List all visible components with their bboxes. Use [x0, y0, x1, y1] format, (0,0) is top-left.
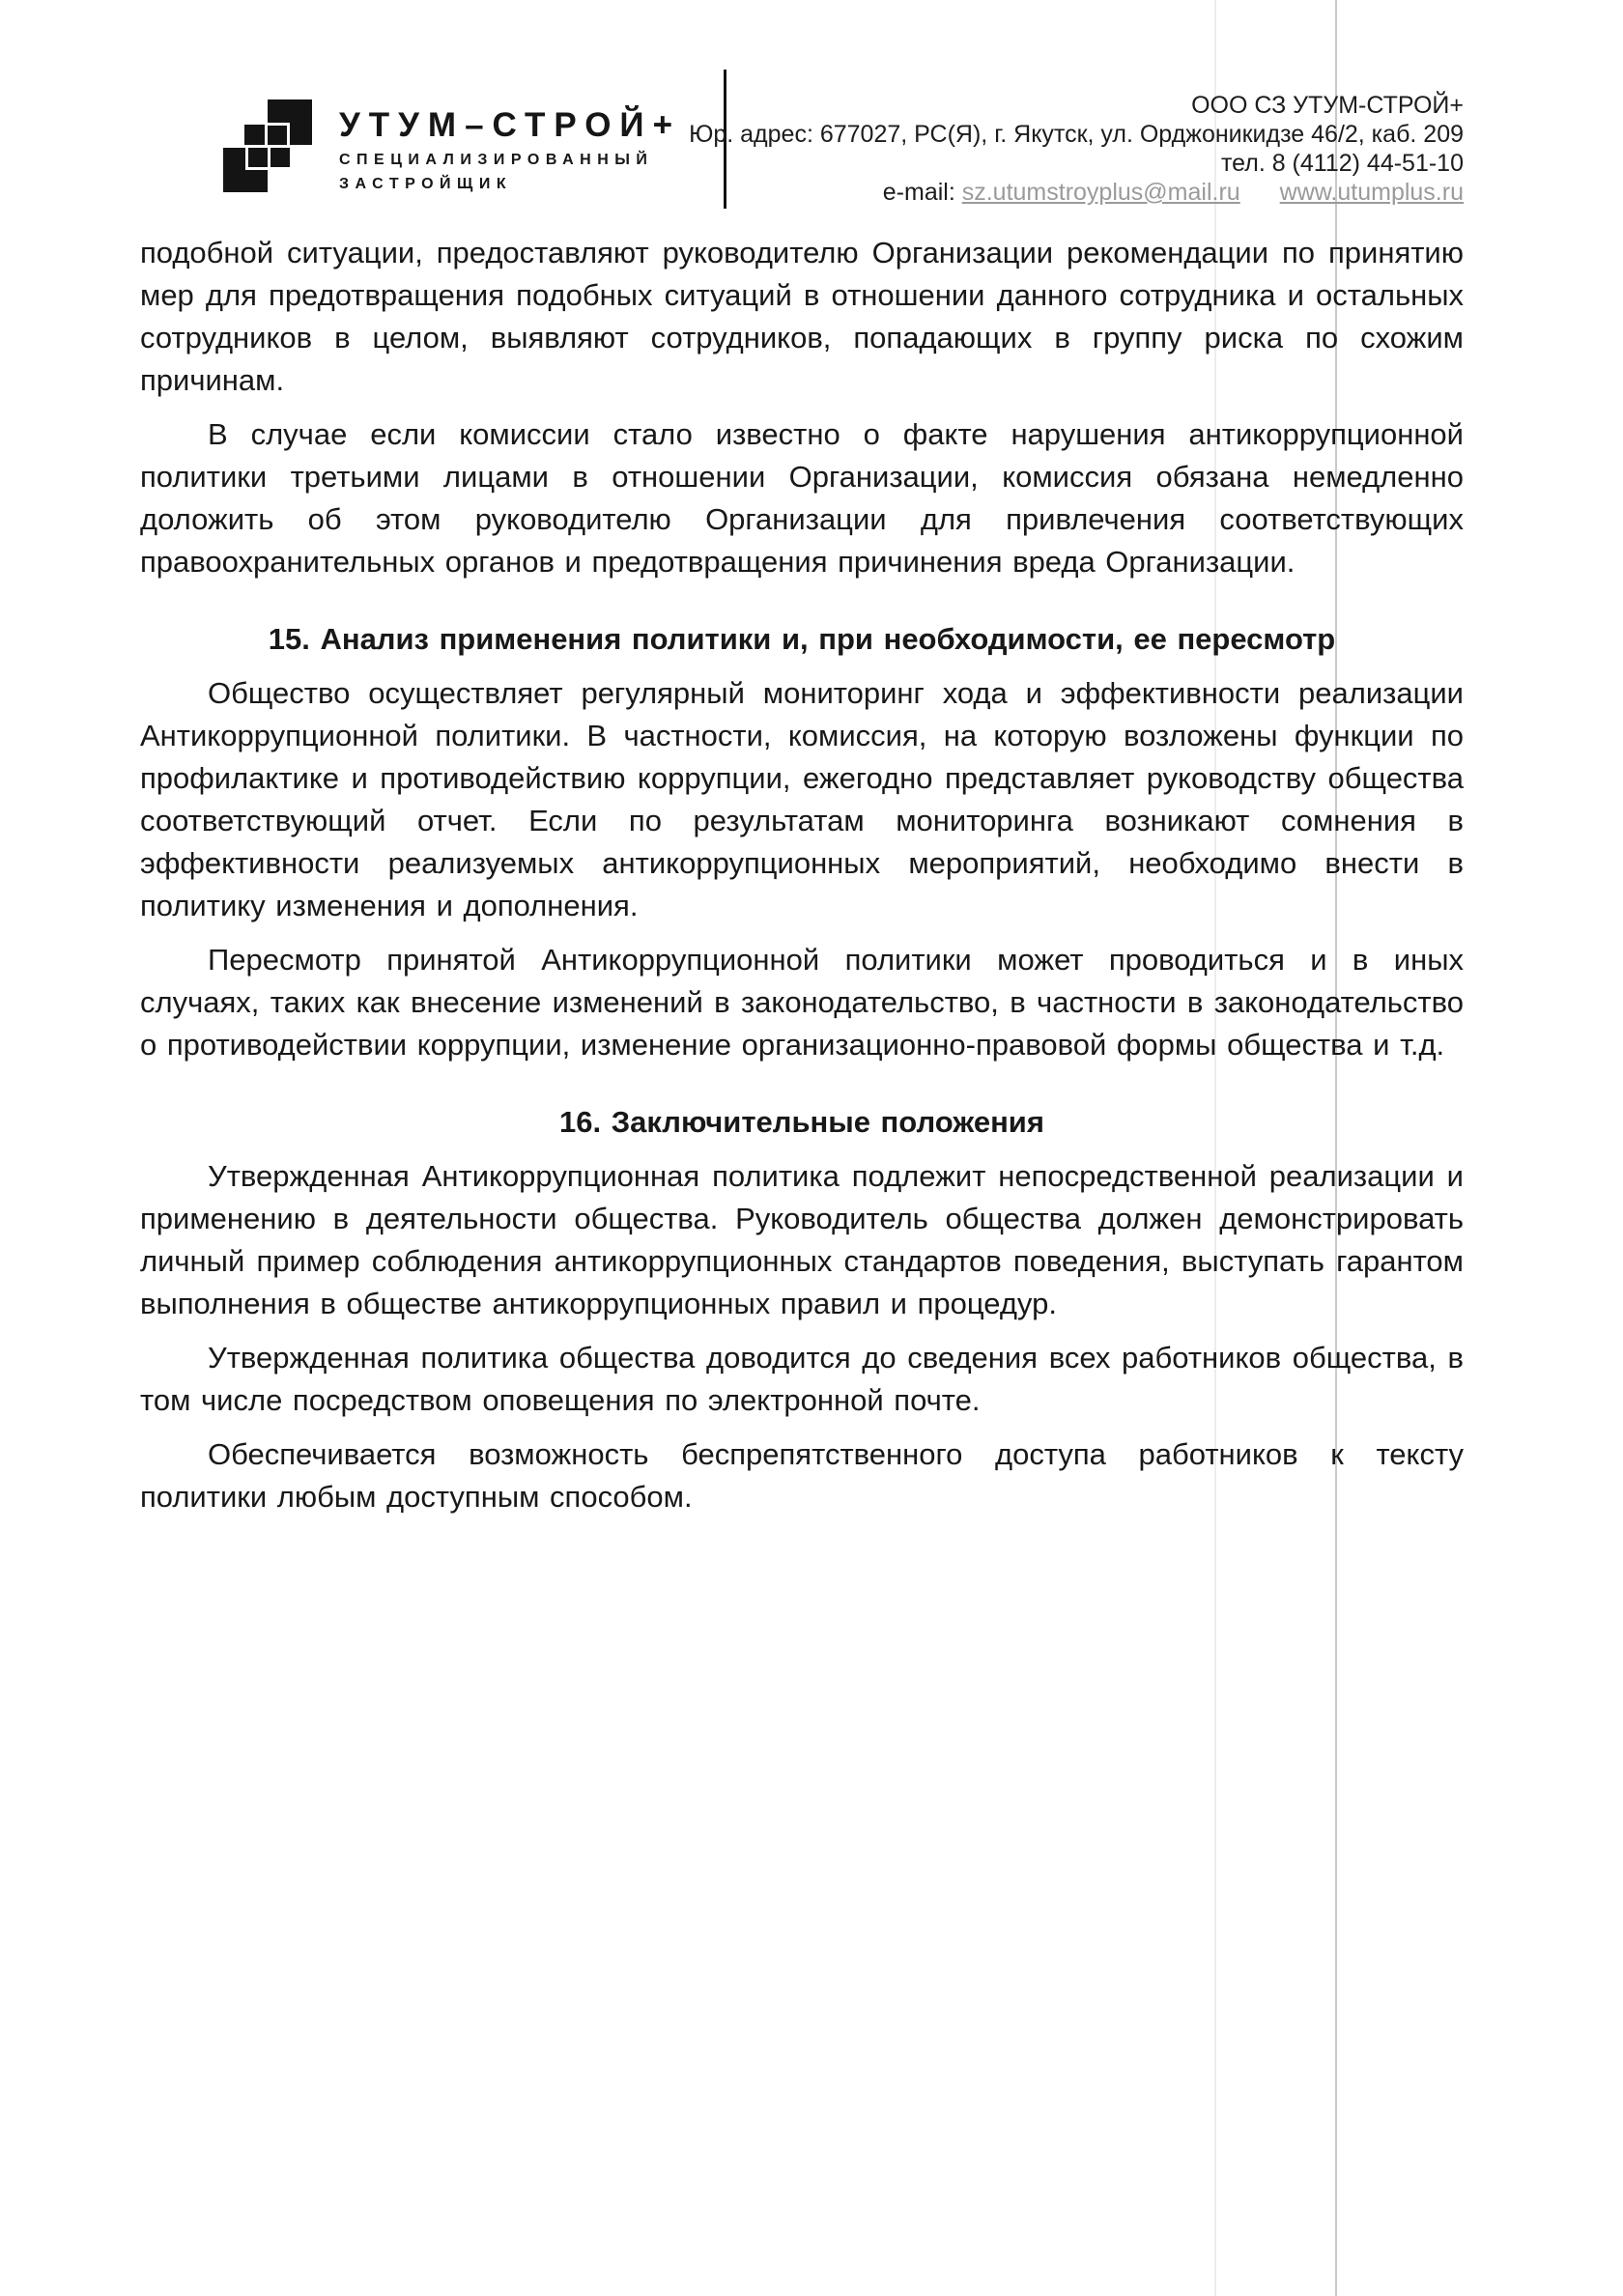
paragraph: Пересмотр принятой Антикоррупционной политики может проводиться и в иных случаях, таких как внесение изменений в законодательство, в частности в законодательство о противодействии коррупции, изменение организационно-правовой формы общества и т.д. — [140, 943, 1464, 1062]
paragraph-continuation: подобной ситуации, предоставляют руководителю Организации рекомендации по принятию мер для предотвращения подобных ситуаций в отношении данного сотрудника и остальных сотрудников в целом, выявляют сотрудников, попадающих в группу риска по схожим причинам. — [140, 236, 1464, 397]
website-link[interactable]: www.utumplus.ru — [1279, 179, 1464, 206]
logo-subtitle-line2: ЗАСТРОЙЩИК — [339, 176, 513, 192]
section-16-heading: 16. Заключительные положения — [559, 1105, 1044, 1139]
company-phone: тел. 8 (4112) 44-51-10 — [1220, 150, 1464, 177]
paragraph: Утвержденная политика общества доводится до сведения всех работников общества, в том числе посредством оповещения по электронной почте. — [140, 1341, 1464, 1417]
company-info-block — [689, 91, 1464, 207]
section-15-heading: 15. Анализ применения политики и, при необходимости, ее пересмотр — [268, 622, 1336, 656]
company-address: Юр. адрес: 677027, РС(Я), г. Якутск, ул. Орджоникидзе 46/2, каб. 209 — [689, 121, 1464, 148]
paragraph: Общество осуществляет регулярный мониторинг хода и эффективности реализации Антикоррупционной политики. В частности, комиссия, на которую возложены функции по профилактике и противодействию коррупции, ежегодно представляет руководству общества соответствующий отчет. Если по результатам мониторинга возникают сомнения в эффективности реализуемых антикоррупционных мероприятий, необходимо внести в политику изменения и дополнения. — [140, 676, 1464, 922]
company-name: ООО СЗ УТУМ-СТРОЙ+ — [1191, 92, 1464, 119]
company-logo-text — [339, 106, 681, 193]
logo-squares-icon — [217, 97, 314, 193]
company-contacts-line — [689, 178, 1464, 207]
paragraph: Обеспечивается возможность беспрепятственного доступа работников к тексту политики любым доступным способом. — [140, 1437, 1464, 1514]
logo-subtitle-line1: СПЕЦИАЛИЗИРОВАННЫЙ — [339, 152, 654, 168]
document-body — [140, 232, 1464, 1530]
letterhead — [140, 68, 1464, 213]
email-link[interactable]: sz.utumstroyplus@mail.ru — [961, 179, 1240, 206]
paragraph: В случае если комиссии стало известно о факте нарушения антикоррупционной политики третьими лицами в отношении Организации, комиссия обязана немедленно доложить об этом руководителю Организации для привлечения соответствующих правоохранительных органов и предотвращения причинения вреда Организации. — [140, 417, 1464, 579]
company-logo-mark — [217, 97, 314, 193]
logo-title: УТУМ–СТРОЙ+ — [339, 106, 682, 144]
paragraph: Утвержденная Антикоррупционная политика подлежит непосредственной реализации и применению в деятельности общества. Руководитель общества должен демонстрировать личный пример соблюдения антикоррупционных стандартов поведения, выступать гарантом выполнения в обществе антикоррупционных правил и процедур. — [140, 1159, 1464, 1320]
email-label: e-mail: — [882, 179, 955, 206]
